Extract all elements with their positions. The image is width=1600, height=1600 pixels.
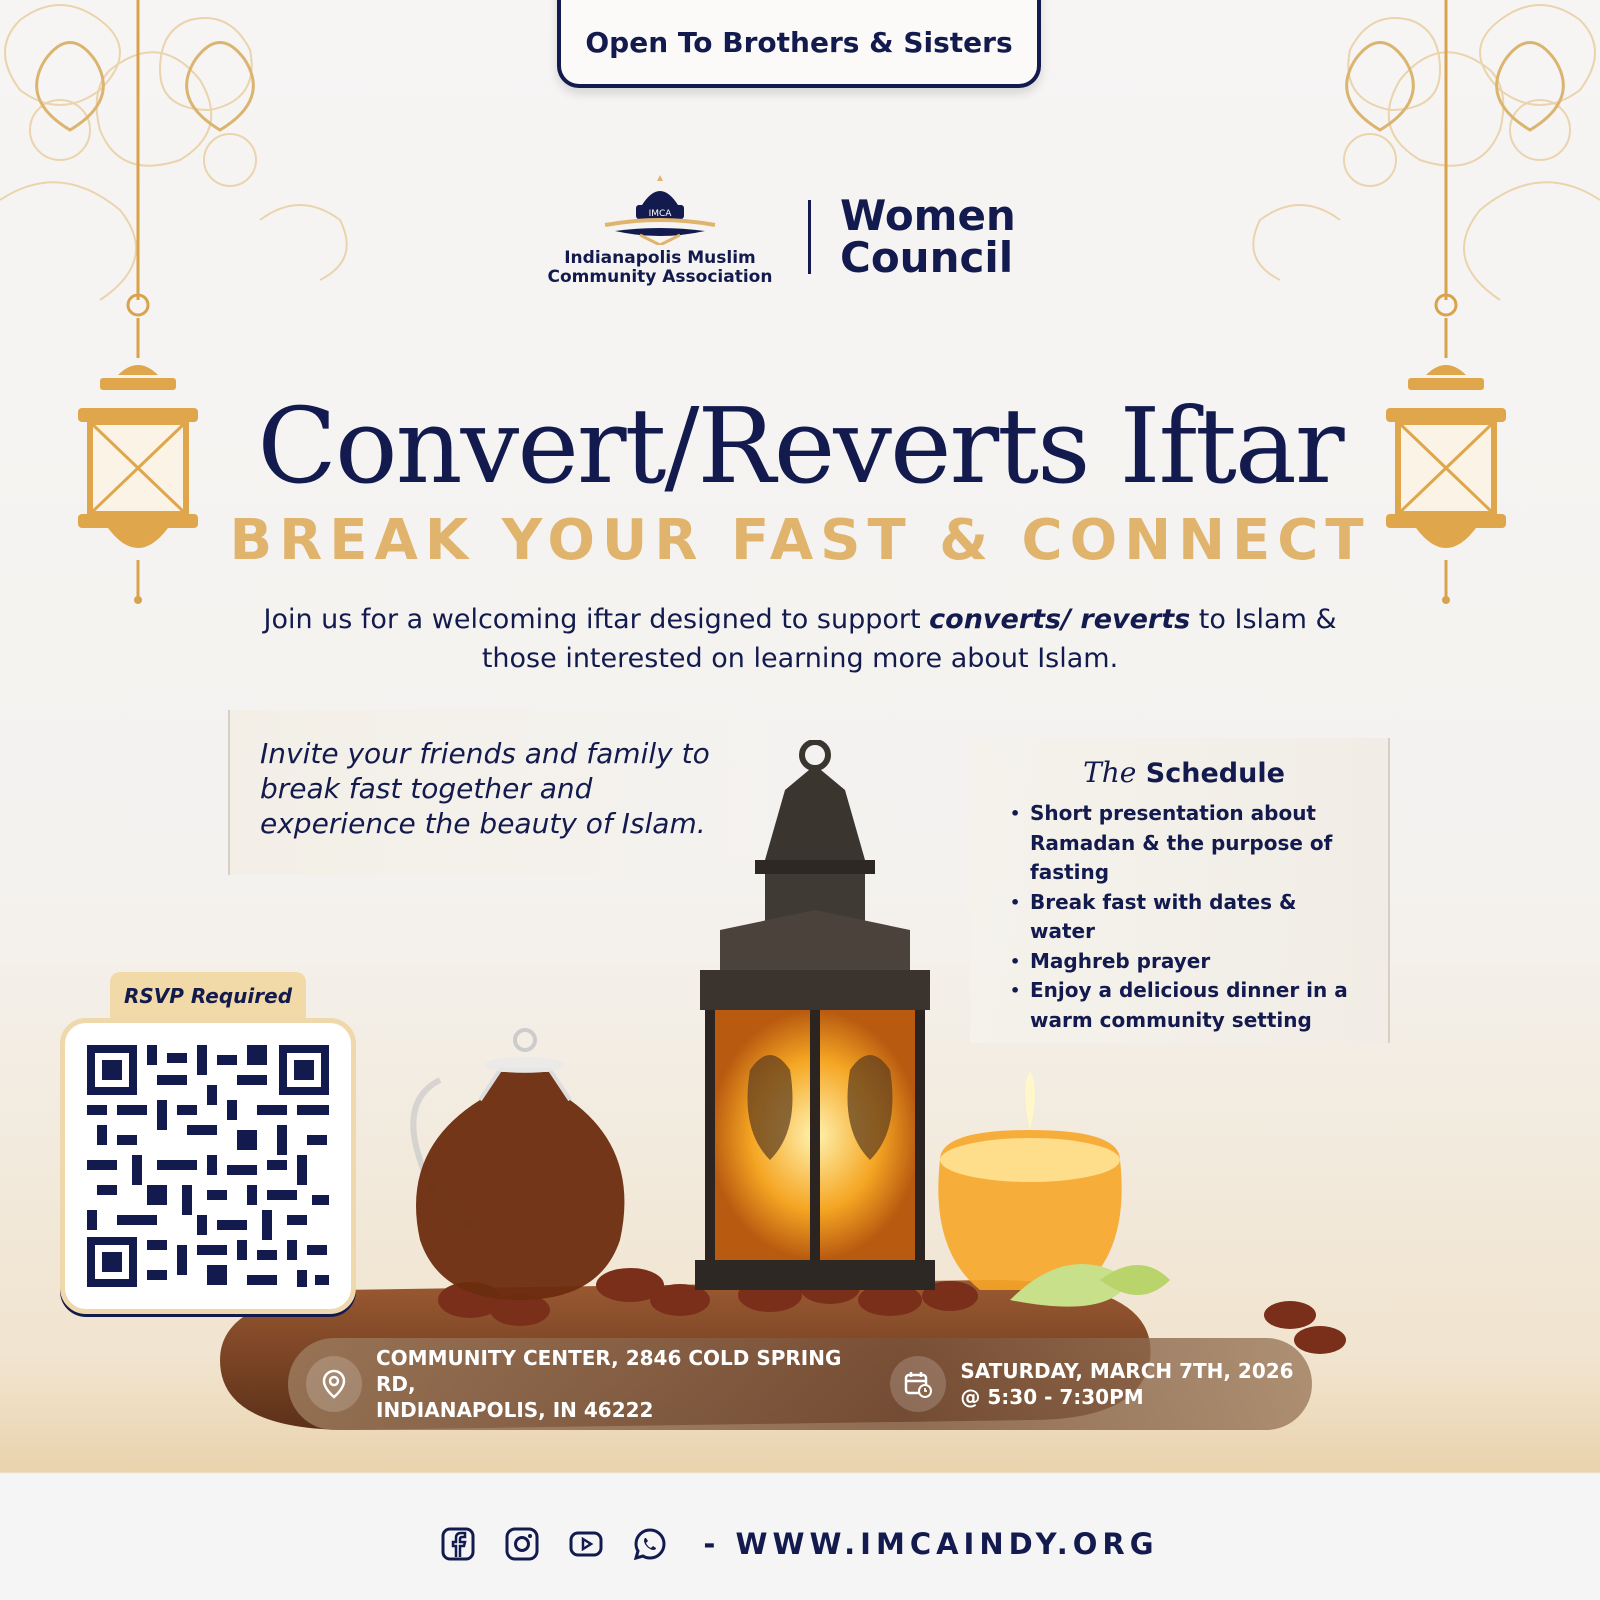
schedule-title-prefix: The	[1083, 756, 1137, 789]
date-line1: SATURDAY, MARCH 7TH, 2026	[960, 1359, 1294, 1383]
event-details-bar	[288, 1338, 1312, 1430]
org-logo	[540, 175, 780, 305]
council-line2: Council	[840, 233, 1014, 282]
intro-text-2: to Islam & those interested on learning more about Islam.	[481, 604, 1337, 674]
org-name-line2: Community Association	[547, 267, 773, 287]
date-line2: @ 5:30 - 7:30PM	[960, 1385, 1144, 1409]
event-intro	[250, 600, 1350, 678]
facebook-icon[interactable]	[441, 1527, 475, 1561]
event-date-time	[960, 1358, 1294, 1410]
event-subtitle: BREAK YOUR FAST & CONNECT	[229, 508, 1371, 573]
org-name-line1: Indianapolis Muslim	[564, 248, 756, 268]
website-link[interactable]: - WWW.IMCAINDY.ORG	[703, 1526, 1159, 1561]
qr-code-icon[interactable]	[87, 1045, 329, 1287]
footer	[0, 1487, 1600, 1600]
rsvp-label: RSVP Required	[110, 972, 306, 1020]
location-pin-icon	[306, 1356, 362, 1412]
logo-divider	[808, 200, 811, 274]
schedule-item: • Short presentation about Ramadan & the purpose of fasting	[1008, 799, 1360, 888]
intro-emphasis: converts/ reverts	[929, 604, 1191, 635]
youtube-icon[interactable]	[569, 1527, 603, 1561]
schedule-list	[1008, 799, 1360, 1035]
council-line1: Women	[840, 191, 1016, 240]
audience-badge: Open To Brothers & Sisters	[557, 0, 1041, 88]
imca-mosque-logo-icon	[600, 175, 720, 245]
women-council-heading	[840, 191, 1016, 282]
event-title: Convert/Reverts Iftar	[257, 385, 1343, 507]
rsvp-qr-card[interactable]	[60, 1018, 356, 1314]
intro-text-1: Join us for a welcoming iftar designed to support	[263, 604, 930, 635]
instagram-icon[interactable]	[505, 1527, 539, 1561]
schedule-panel	[970, 738, 1390, 1043]
schedule-title	[1008, 756, 1360, 789]
logo-text: IMCA	[648, 209, 672, 219]
ornament-pattern-left	[0, 0, 420, 330]
location-line2: INDIANAPOLIS, IN 46222	[376, 1398, 654, 1422]
schedule-item: • Maghreb prayer	[1008, 947, 1360, 977]
social-links	[441, 1527, 667, 1561]
schedule-item: • Enjoy a delicious dinner in a warm community setting	[1008, 976, 1360, 1035]
schedule-item: • Break fast with dates & water	[1008, 888, 1360, 947]
event-location	[376, 1345, 876, 1423]
location-line1: COMMUNITY CENTER, 2846 COLD SPRING RD,	[376, 1346, 842, 1396]
invite-message: Invite your friends and family to break fast together and experience the beauty of Islam.	[228, 710, 766, 875]
schedule-title-text: Schedule	[1145, 758, 1285, 789]
calendar-clock-icon	[890, 1356, 946, 1412]
whatsapp-icon[interactable]	[633, 1527, 667, 1561]
